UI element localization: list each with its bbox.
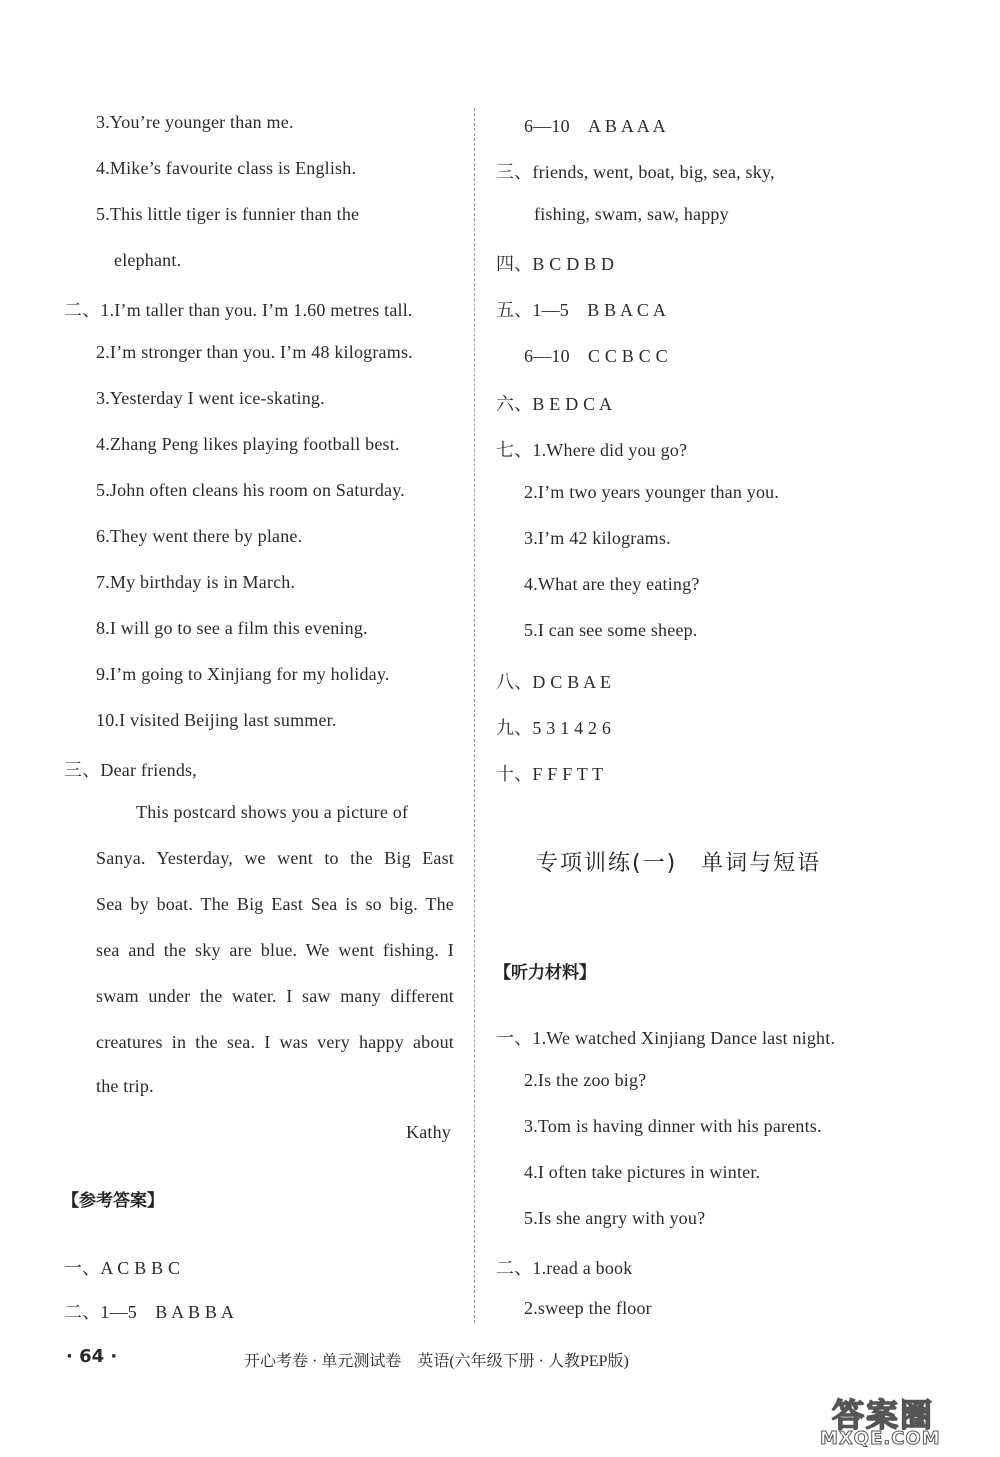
answer-key-line: 6—10 A B A A A xyxy=(524,116,666,136)
letter-line: the trip. xyxy=(96,1076,154,1096)
listening-line: 2.Is the zoo big? xyxy=(524,1070,647,1090)
answer-key-line: 七、1.Where did you go? xyxy=(496,440,688,460)
listening-line: 4.I often take pictures in winter. xyxy=(524,1162,761,1182)
watermark-text-cn: 答案圈 xyxy=(832,1396,935,1434)
answer-key-line: 八、D C B A E xyxy=(496,672,612,692)
letter-line: sea and the sky are blue. We went fishing. I xyxy=(96,940,454,960)
answer-key-line: 一、A C B B C xyxy=(64,1258,181,1278)
answers-heading: 【参考答案】 xyxy=(62,1191,164,1211)
answer-line: 2.I’m stronger than you. I’m 48 kilograms. xyxy=(96,342,413,362)
letter-line: creatures in the sea. I was very happy about xyxy=(96,1032,454,1052)
answer-line: 二、1.I’m taller than you. I’m 1.60 metres tall. xyxy=(64,300,413,320)
answer-line: 8.I will go to see a film this evening. xyxy=(96,618,368,638)
column-divider xyxy=(474,108,475,1323)
letter-line: Sea by boat. The Big East Sea is so big. The xyxy=(96,894,454,914)
letter-line: This postcard shows you a picture of xyxy=(136,802,409,822)
answer-line: 10.I visited Beijing last summer. xyxy=(96,710,337,730)
answer-line: elephant. xyxy=(114,250,182,270)
answer-key-line: 6—10 C C B C C xyxy=(524,346,668,366)
answer-line: 5.This little tiger is funnier than the xyxy=(96,204,360,224)
answer-line: 三、Dear friends, xyxy=(64,760,197,780)
answer-line: 9.I’m going to Xinjiang for my holiday. xyxy=(96,664,390,684)
answer-key-line: 四、B C D B D xyxy=(496,254,615,274)
answer-key-line: 4.What are they eating? xyxy=(524,574,700,594)
answer-key-line: 3.I’m 42 kilograms. xyxy=(524,528,671,548)
answer-key-line: 九、5 3 1 4 2 6 xyxy=(496,718,612,738)
page-number: · 64 · xyxy=(66,1346,118,1367)
watermark-text-en: MXQE.COM xyxy=(820,1428,941,1449)
answer-key-line: 5.I can see some sheep. xyxy=(524,620,698,640)
letter-line: swam under the water. I saw many different xyxy=(96,986,454,1006)
listening-line: 2.sweep the floor xyxy=(524,1298,652,1318)
answer-key-line: 十、F F F T T xyxy=(496,764,604,784)
answer-line: 4.Zhang Peng likes playing football best. xyxy=(96,434,400,454)
letter-signature: Kathy xyxy=(406,1122,451,1142)
listening-line: 二、1.read a book xyxy=(496,1258,633,1278)
listening-line: 3.Tom is having dinner with his parents. xyxy=(524,1116,822,1136)
answer-key-line: fishing, swam, saw, happy xyxy=(534,204,729,224)
answer-line: 7.My birthday is in March. xyxy=(96,572,296,592)
answer-line: 5.John often cleans his room on Saturday. xyxy=(96,480,405,500)
answer-key-line: 三、friends, went, boat, big, sea, sky, xyxy=(496,162,775,182)
answer-key-line: 2.I’m two years younger than you. xyxy=(524,482,780,502)
answer-line: 6.They went there by plane. xyxy=(96,526,303,546)
book-title-footer: 开心考卷 · 单元测试卷 英语(六年级下册 · 人教PEP版) xyxy=(244,1353,629,1370)
answer-line: 3.You’re younger than me. xyxy=(96,112,294,132)
letter-line: Sanya. Yesterday, we went to the Big East xyxy=(96,848,454,868)
listening-line: 5.Is she angry with you? xyxy=(524,1208,706,1228)
watermark-logo xyxy=(820,1390,990,1450)
answer-line: 4.Mike’s favourite class is English. xyxy=(96,158,357,178)
answer-key-line: 二、1—5 B A B B A xyxy=(64,1302,235,1322)
listening-line: 一、1.We watched Xinjiang Dance last night. xyxy=(496,1028,836,1048)
section-title: 专项训练(一) 单词与短语 xyxy=(536,851,822,876)
answer-key-line: 六、B E D C A xyxy=(496,394,613,414)
listening-heading: 【听力材料】 xyxy=(494,963,596,983)
answer-key-line: 五、1—5 B B A C A xyxy=(496,300,667,320)
answer-line: 3.Yesterday I went ice-skating. xyxy=(96,388,325,408)
